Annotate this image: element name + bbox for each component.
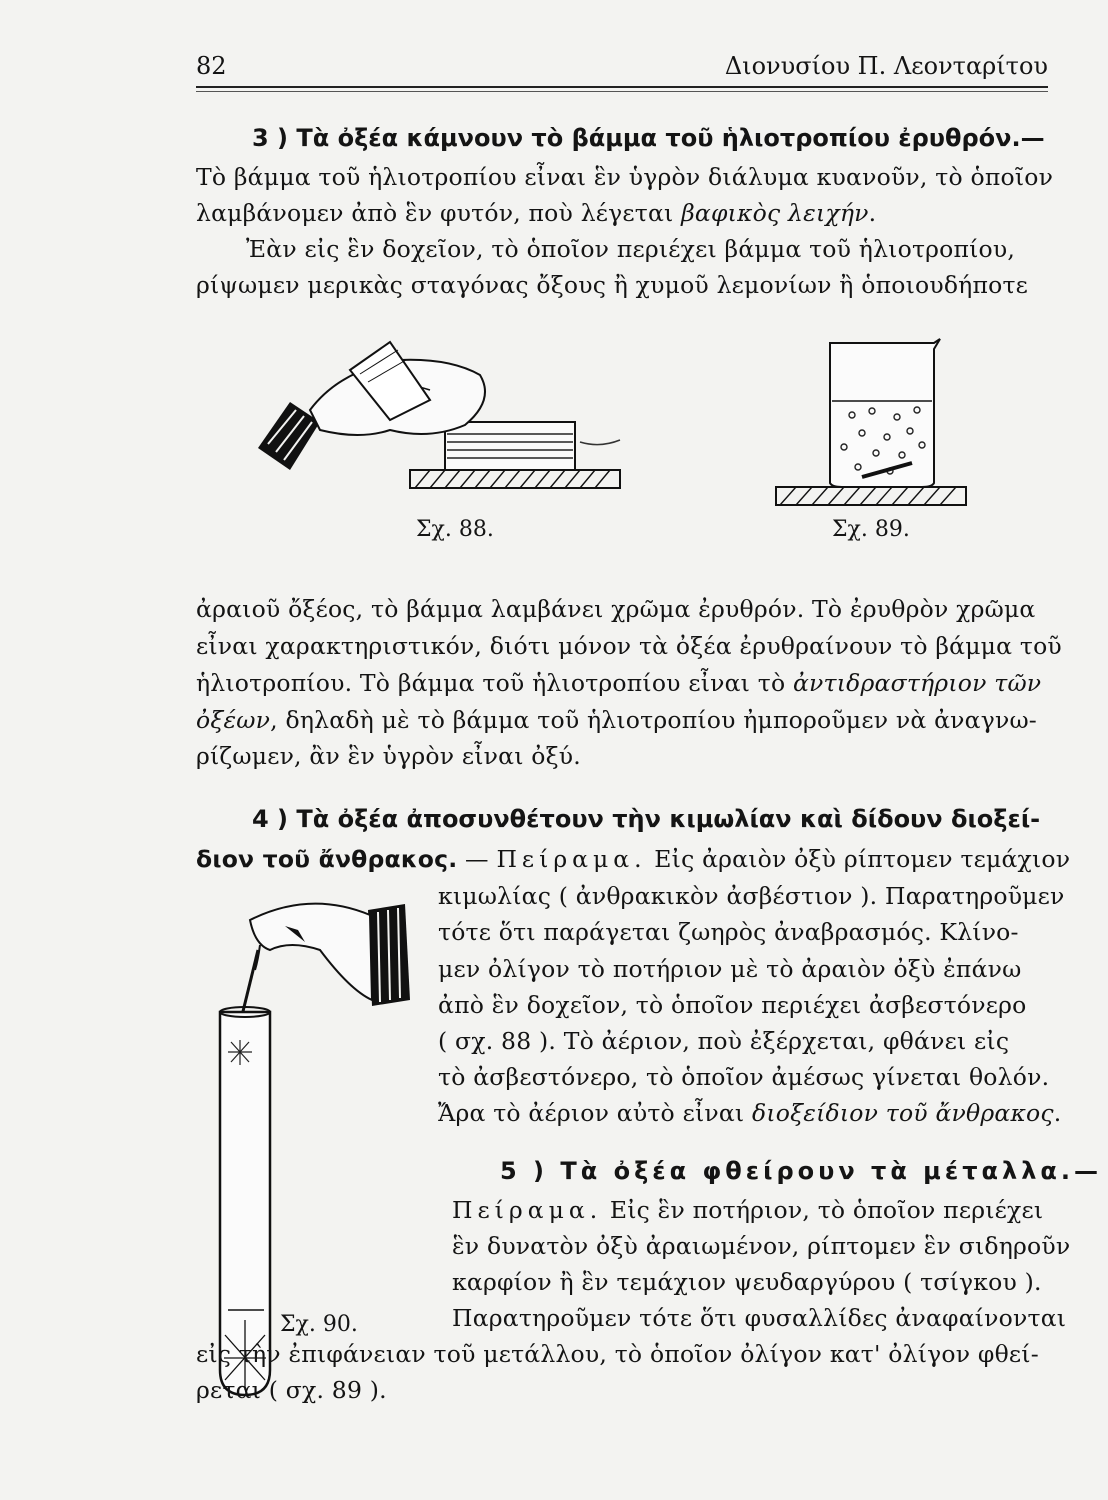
section-4-line-1: διον τοῦ ἄνθρακος. — Πείραμα. Εἰς ἀραιὸν ὀξὺ ρίπτομεν τεμάχιον [196,845,1071,873]
section-3-line-5: ἀραιοῦ ὄξέος, τὸ βάμμα λαμβάνει χρῶμα ἐρυθρόν. Τὸ ἐρυθρὸν χρῶμα [196,595,1036,623]
running-header-author: Διονυσίου Π. Λεονταρίτου [724,52,1048,80]
header-rule [196,86,1048,88]
header-rule-thin [196,91,1048,92]
experiment-label: Πείραμα. [496,845,647,873]
term-bafikos-leichin: βαφικὸς λειχήν [681,199,869,227]
term-dioxeidion: διοξείδιον τοῦ ἄνθρακος [752,1099,1054,1127]
section-4-line-6: ( σχ. 88 ). Τὸ ἀέριον, ποὺ ἐξέρχεται, φθάνει εἰς [438,1027,1010,1055]
section-4-line-5: ἀπὸ ἓν δοχεῖον, τὸ ὁποῖον περιέχει ἀσβεστόνερο [438,991,1027,1019]
section-5-line-1: Πείραμα. Εἰς ἓν ποτήριον, τὸ ὁποῖον περιέχει [452,1196,1044,1224]
section-4-line-7: τὸ ἀσβεστόνερο, τὸ ὁποῖον ἀμέσως γίνεται θολόν. [438,1063,1050,1091]
page-number: 82 [196,52,227,80]
section-4-line-3: τότε ὅτι παράγεται ζωηρὸς ἀναβρασμός. Κλίνο- [438,918,1019,946]
section-3-line-4: ρίψωμεν μερικὰς σταγόνας ὄξους ἢ χυμοῦ λεμονίων ἢ ὁποιουδήποτε [196,271,1029,299]
section-4-heading: 4 ) Τὰ ὀξέα ἀποσυνθέτουν τὴν κιμωλίαν καὶ δίδουν διοξεί- [252,805,1041,833]
section-4-line-4: μεν ὀλίγον τὸ ποτήριον μὲ τὸ ἀραιὸν ὀξὺ ἐπάνω [438,955,1022,983]
section-3-line-7: ἡλιοτροπίου. Τὸ βάμμα τοῦ ἡλιοτροπίου εἶναι τὸ ἀντιδραστήριον τῶν [196,669,1042,697]
section-5-line-3: καρφίον ἢ ἓν τεμάχιον ψευδαργύρου ( τσίγκου ). [452,1268,1042,1296]
section-5-line-5: εἰς τὴν ἐπιφάνειαν τοῦ μετάλλου, τὸ ὁποῖον ὀλίγον κατ' ὀλίγον φθεί- [196,1340,1039,1368]
section-3-line-2: λαμβάνομεν ἀπὸ ἓν φυτόν, ποὺ λέγεται βαφικὸς λειχήν. [196,199,877,227]
section-3-line-8: ὀξέων, δηλαδὴ μὲ τὸ βάμμα τοῦ ἡλιοτροπίου ἠμποροῦμεν νὰ ἀναγνω- [196,706,1037,734]
section-3-line-1: Τὸ βάμμα τοῦ ἡλιοτροπίου εἶναι ἓν ὑγρὸν διάλυμα κυανοῦν, τὸ ὁποῖον [196,163,1054,191]
section-3-line-6: εἶναι χαρακτηριστικόν, διότι μόνον τὰ ὀξέα ἐρυθραίνουν τὸ βάμμα τοῦ [196,632,1062,660]
section-3-line-9: ρίζωμεν, ἂν ἓν ὑγρὸν εἶναι ὀξύ. [196,742,581,770]
section-5-line-2: ἓν δυνατὸν ὀξὺ ἀραιωμένον, ρίπτομεν ἓν σιδηροῦν [452,1232,1071,1260]
section-3-line-3: Ἐὰν εἰς ἓν δοχεῖον, τὸ ὁποῖον περιέχει βάμμα τοῦ ἡλιοτροπίου, [246,235,1016,263]
section-4-line-2: κιμωλίας ( ἀνθρακικὸν ἀσβέστιον ). Παρατηροῦμεν [438,882,1065,910]
section-4-line-8: Ἄρα τὸ ἀέριον αὐτὸ εἶναι διοξείδιον τοῦ ἄνθρακος. [438,1099,1062,1127]
term-antidrastirion: ἀντιδραστήριον τῶν [792,669,1042,697]
figure-88-caption: Σχ. 88. [416,517,494,542]
section-5-heading: 5 ) Τὰ ὀξέα φθείρουν τὰ μέταλλα.— [500,1157,1102,1185]
figure-90-caption: Σχ. 90. [280,1312,358,1337]
section-5-line-6: ρεται ( σχ. 89 ). [196,1376,387,1404]
section-3-heading: 3 ) Τὰ ὀξέα κάμνουν τὸ βάμμα τοῦ ἡλιοτροπίου ἐρυθρόν.— [252,124,1045,152]
section-5-line-4: Παρατηροῦμεν τότε ὅτι φυσαλλίδες ἀναφαίνονται [452,1304,1067,1332]
figure-89-illustration [772,335,972,510]
experiment-label-2: Πείραμα. [452,1196,603,1224]
figure-89-caption: Σχ. 89. [832,517,910,542]
figure-88-illustration [250,330,630,500]
